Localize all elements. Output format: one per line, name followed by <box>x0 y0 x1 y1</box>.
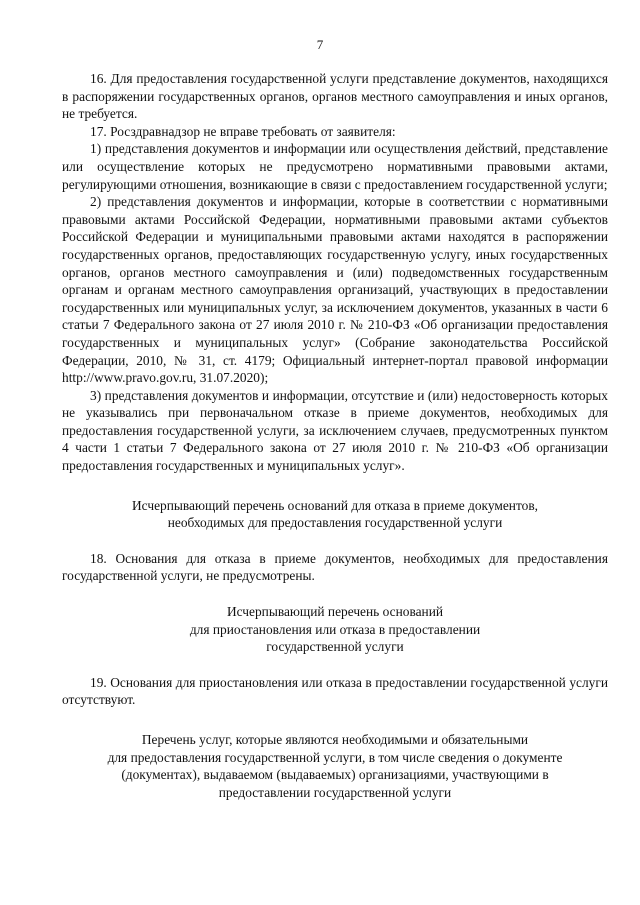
section-heading-suspension-grounds <box>62 603 608 656</box>
paragraph-17-item-3: 3) представления документов и информации, отсутствие и (или) недостоверность которых не указывались при первоначальном отказе в приеме документов, необходимых для предоставления государственной услуги, за исключением случаев, предусмотренных пунктом 4 части 1 статьи 7 Федерального закона от 27 июля 2010 г. № 210-ФЗ «Об организации предоставления государственных и муниципальных услуг». <box>62 387 608 474</box>
heading-line: Исчерпывающий перечень оснований для отказа в приеме документов, <box>131 497 539 513</box>
heading-line: для предоставления государственной услуги, в том числе сведения о документе <box>107 749 563 765</box>
heading-line: Перечень услуг, которые являются необходимыми и обязательными <box>141 732 529 747</box>
paragraph-19: 19. Основания для приостановления или отказа в предоставлении государственной услуги отсутствуют. <box>62 674 608 708</box>
paragraph-17-item-1: 1) представления документов и информации или осуществления действий, представление или осуществление которых не предусмотрено нормативными правовыми актами, регулирующими отношения, возникающие в связи с предоставлением государственной услуги; <box>62 141 608 192</box>
section-heading-required-services <box>62 731 608 801</box>
paragraph-17: 17. Росздравнадзор не вправе требовать от заявителя: <box>90 123 396 139</box>
paragraph-17-item-2: 2) представления документов и информации, которые в соответствии с нормативными правовыми актами Российской Федерации, нормативными правовыми актами субъектов Российской Федерации и муниципальными правовыми актами находятся в распоряжении государственных органов, предоставляющих государственную услугу, иных государственных органов, органов местного самоуправления и (или) подведомственных государственным органам и органам местного самоуправления организаций, участвующих в предоставлении государственных или муниципальных услуг, за исключением документов, указанных в части 6 статьи 7 Федерального закона от 27 июля 2010 г. № 210-ФЗ «Об организации предоставления государственных и муниципальных услуг» (Собрание законодательства Российской Федерации, 2010, № 31, ст. 4179; Официальный интернет-портал правовой информации http://www.pravo.gov.ru, 31.07.2020); <box>62 194 608 386</box>
document-body <box>62 70 608 801</box>
heading-line: необходимых для предоставления государственной услуги <box>167 515 503 531</box>
heading-line: (документах), выдаваемом (выдаваемых) организациями, участвующими в <box>121 767 549 783</box>
heading-line: Исчерпывающий перечень оснований <box>226 604 444 620</box>
paragraph-18: 18. Основания для отказа в приеме документов, необходимых для предоставления государственной услуги, не предусмотрены. <box>62 550 608 584</box>
heading-line: предоставлении государственной услуги <box>218 784 452 800</box>
heading-line: для приостановления или отказа в предоставлении <box>189 621 481 637</box>
page-number: 7 <box>316 37 324 52</box>
heading-line: государственной услуги <box>266 639 404 655</box>
section-heading-refusal-grounds <box>62 497 608 532</box>
paragraph-16: 16. Для предоставления государственной услуги представление документов, находящихся в распоряжении государственных органов, органов местного самоуправления и иных органов, не требуется. <box>62 71 608 122</box>
